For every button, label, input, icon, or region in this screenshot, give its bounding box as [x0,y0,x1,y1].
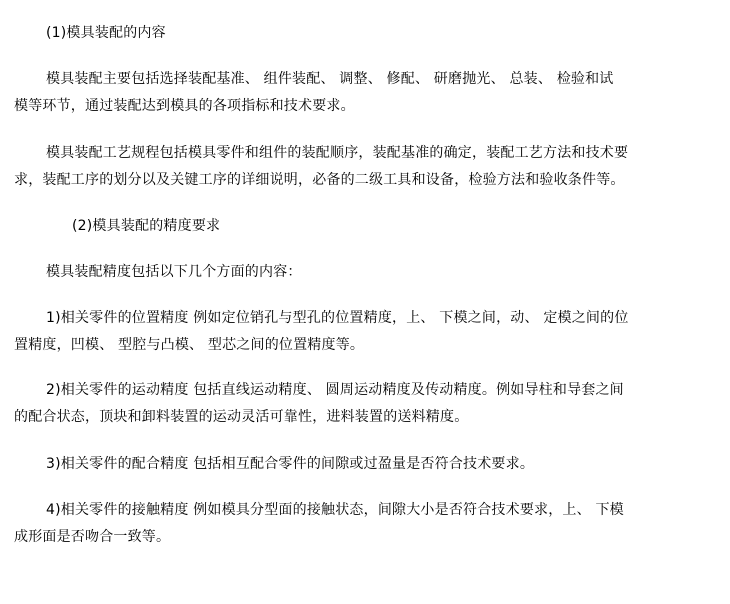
section2-heading: (2)模具装配的精度要求 [72,218,221,234]
section1-para1-line2: 模等环节，通过装配达到模具的各项指标和技术要求。 [14,98,355,114]
item4-line2: 成形面是否吻合一致等。 [14,529,171,545]
item2-line2: 的配合状态，顶块和卸料装置的运动灵活可靠性，进料装置的送料精度。 [14,409,469,425]
item1-line1: 1)相关零件的位置精度 例如定位销孔与型孔的位置精度，上、 下模之间，动、 定模之间的位 [46,310,629,326]
item2-line1: 2)相关零件的运动精度 包括直线运动精度、 圆周运动精度及传动精度。例如导柱和导套之间 [46,382,624,398]
section1-para2-line2: 求，装配工序的划分以及关键工序的详细说明，必备的二级工具和设备，检验方法和验收条件等。 [14,172,625,188]
section2-intro: 模具装配精度包括以下几个方面的内容： [46,264,302,280]
section1-para1-line1: 模具装配主要包括选择装配基准、 组件装配、 调整、 修配、 研磨抛光、 总装、 检验和试 [46,71,614,87]
section1-heading: (1)模具装配的内容 [46,25,166,41]
section1-para2-line1: 模具装配工艺规程包括模具零件和组件的装配顺序，装配基准的确定，装配工艺方法和技术要 [46,145,629,161]
item1-line2: 置精度，凹模、 型腔与凸模、 型芯之间的位置精度等。 [14,337,365,353]
item3-line1: 3)相关零件的配合精度 包括相互配合零件的间隙或过盈量是否符合技术要求。 [46,456,535,472]
item4-line1: 4)相关零件的接触精度 例如模具分型面的接触状态，间隙大小是否符合技术要求，上、 下模 [46,502,624,518]
